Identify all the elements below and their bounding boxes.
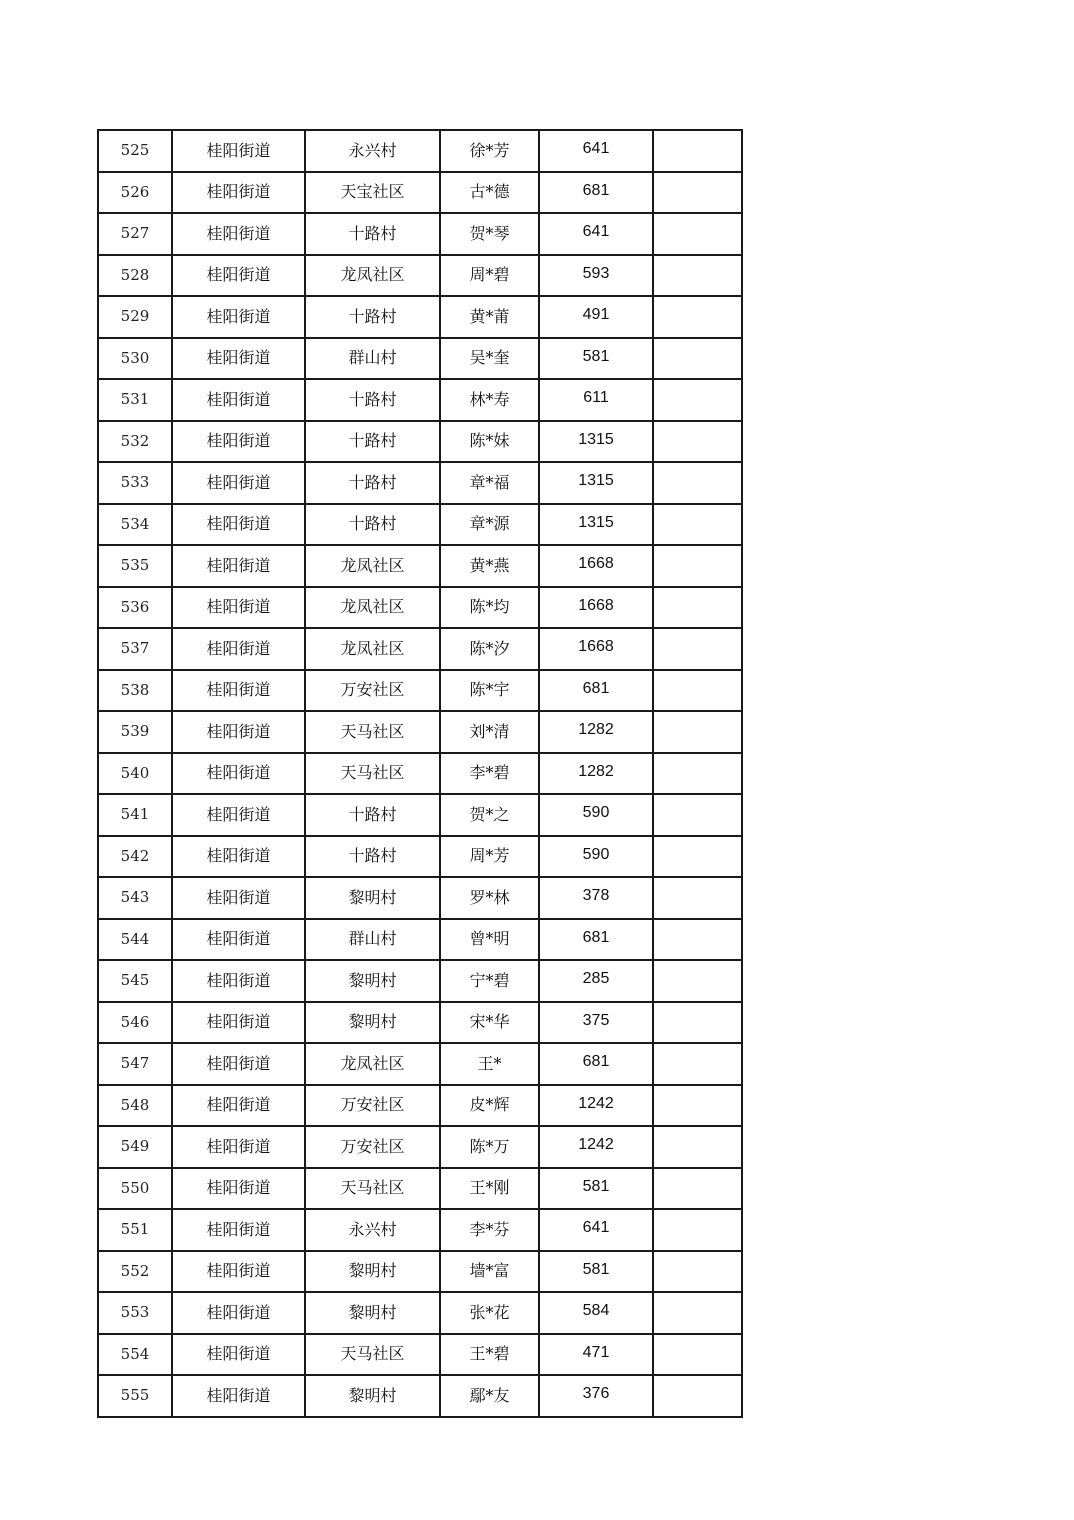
village-cell: 天马社区 [305,711,440,753]
name-cell: 黄*燕 [440,545,539,587]
street-cell: 桂阳街道 [172,794,305,836]
row-number-cell: 532 [98,421,172,463]
note-cell [653,172,742,214]
name-cell: 宋*华 [440,1002,539,1044]
village-cell: 群山村 [305,919,440,961]
table-row [98,379,742,421]
street-cell: 桂阳街道 [172,877,305,919]
row-number-cell: 537 [98,628,172,670]
amount-cell: 584 [539,1292,653,1334]
village-cell: 天马社区 [305,753,440,795]
amount-cell: 378 [539,877,653,919]
row-number-cell: 549 [98,1126,172,1168]
street-cell: 桂阳街道 [172,172,305,214]
table-row [98,338,742,380]
street-cell: 桂阳街道 [172,1002,305,1044]
note-cell [653,1334,742,1376]
name-cell: 贺*之 [440,794,539,836]
note-cell [653,545,742,587]
village-cell: 黎明村 [305,1375,440,1417]
note-cell [653,338,742,380]
table-row [98,421,742,463]
table-row [98,670,742,712]
street-cell: 桂阳街道 [172,1168,305,1210]
table-row [98,836,742,878]
note-cell [653,213,742,255]
street-cell: 桂阳街道 [172,711,305,753]
amount-cell: 1668 [539,545,653,587]
amount-cell: 581 [539,338,653,380]
note-cell [653,504,742,546]
note-cell [653,296,742,338]
name-cell: 罗*林 [440,877,539,919]
village-cell: 永兴村 [305,130,440,172]
street-cell: 桂阳街道 [172,919,305,961]
street-cell: 桂阳街道 [172,836,305,878]
name-cell: 王*刚 [440,1168,539,1210]
row-number-cell: 551 [98,1209,172,1251]
table-row [98,960,742,1002]
table-row [98,504,742,546]
name-cell: 张*花 [440,1292,539,1334]
note-cell [653,670,742,712]
note-cell [653,1251,742,1293]
village-cell: 十路村 [305,462,440,504]
amount-cell: 1315 [539,462,653,504]
row-number-cell: 529 [98,296,172,338]
row-number-cell: 528 [98,255,172,297]
table-row [98,1251,742,1293]
street-cell: 桂阳街道 [172,213,305,255]
name-cell: 黄*莆 [440,296,539,338]
street-cell: 桂阳街道 [172,130,305,172]
note-cell [653,1126,742,1168]
row-number-cell: 541 [98,794,172,836]
name-cell: 陈*均 [440,587,539,629]
village-cell: 万安社区 [305,1085,440,1127]
name-cell: 古*德 [440,172,539,214]
amount-cell: 681 [539,919,653,961]
street-cell: 桂阳街道 [172,1334,305,1376]
note-cell [653,1209,742,1251]
row-number-cell: 538 [98,670,172,712]
table-row [98,255,742,297]
amount-cell: 681 [539,1043,653,1085]
row-number-cell: 553 [98,1292,172,1334]
data-table [97,129,743,1418]
row-number-cell: 545 [98,960,172,1002]
name-cell: 皮*辉 [440,1085,539,1127]
street-cell: 桂阳街道 [172,545,305,587]
street-cell: 桂阳街道 [172,504,305,546]
row-number-cell: 554 [98,1334,172,1376]
table-row [98,711,742,753]
note-cell [653,877,742,919]
amount-cell: 611 [539,379,653,421]
name-cell: 刘*清 [440,711,539,753]
table-row [98,794,742,836]
row-number-cell: 526 [98,172,172,214]
village-cell: 十路村 [305,836,440,878]
amount-cell: 285 [539,960,653,1002]
street-cell: 桂阳街道 [172,379,305,421]
amount-cell: 471 [539,1334,653,1376]
village-cell: 龙凤社区 [305,628,440,670]
table-row [98,877,742,919]
street-cell: 桂阳街道 [172,1251,305,1293]
note-cell [653,587,742,629]
note-cell [653,794,742,836]
amount-cell: 375 [539,1002,653,1044]
table-row [98,919,742,961]
street-cell: 桂阳街道 [172,296,305,338]
village-cell: 十路村 [305,421,440,463]
name-cell: 陈*万 [440,1126,539,1168]
street-cell: 桂阳街道 [172,338,305,380]
table-row [98,1002,742,1044]
row-number-cell: 555 [98,1375,172,1417]
row-number-cell: 546 [98,1002,172,1044]
row-number-cell: 542 [98,836,172,878]
table-row [98,1292,742,1334]
note-cell [653,462,742,504]
table-row [98,1043,742,1085]
name-cell: 王*碧 [440,1334,539,1376]
note-cell [653,421,742,463]
village-cell: 万安社区 [305,670,440,712]
name-cell: 徐*芳 [440,130,539,172]
row-number-cell: 527 [98,213,172,255]
name-cell: 章*源 [440,504,539,546]
table-row [98,753,742,795]
name-cell: 吴*奎 [440,338,539,380]
row-number-cell: 535 [98,545,172,587]
street-cell: 桂阳街道 [172,670,305,712]
table-row [98,213,742,255]
note-cell [653,1292,742,1334]
name-cell: 周*碧 [440,255,539,297]
name-cell: 鄢*友 [440,1375,539,1417]
name-cell: 曾*明 [440,919,539,961]
name-cell: 章*福 [440,462,539,504]
name-cell: 陈*妹 [440,421,539,463]
row-number-cell: 552 [98,1251,172,1293]
row-number-cell: 547 [98,1043,172,1085]
amount-cell: 1242 [539,1126,653,1168]
name-cell: 陈*汐 [440,628,539,670]
row-number-cell: 539 [98,711,172,753]
note-cell [653,753,742,795]
note-cell [653,836,742,878]
table-row [98,587,742,629]
amount-cell: 491 [539,296,653,338]
village-cell: 十路村 [305,504,440,546]
street-cell: 桂阳街道 [172,1043,305,1085]
amount-cell: 593 [539,255,653,297]
note-cell [653,711,742,753]
street-cell: 桂阳街道 [172,587,305,629]
street-cell: 桂阳街道 [172,421,305,463]
amount-cell: 581 [539,1168,653,1210]
name-cell: 贺*琴 [440,213,539,255]
note-cell [653,130,742,172]
table-row [98,1209,742,1251]
amount-cell: 641 [539,130,653,172]
table-row [98,1085,742,1127]
village-cell: 龙凤社区 [305,255,440,297]
amount-cell: 1315 [539,504,653,546]
note-cell [653,960,742,1002]
note-cell [653,255,742,297]
note-cell [653,1168,742,1210]
amount-cell: 641 [539,213,653,255]
row-number-cell: 543 [98,877,172,919]
table-row [98,296,742,338]
name-cell: 墙*富 [440,1251,539,1293]
name-cell: 李*芬 [440,1209,539,1251]
table-row [98,628,742,670]
table-row [98,1168,742,1210]
village-cell: 十路村 [305,379,440,421]
name-cell: 林*寿 [440,379,539,421]
amount-cell: 590 [539,836,653,878]
row-number-cell: 531 [98,379,172,421]
table-row [98,1334,742,1376]
village-cell: 天宝社区 [305,172,440,214]
village-cell: 万安社区 [305,1126,440,1168]
note-cell [653,628,742,670]
street-cell: 桂阳街道 [172,960,305,1002]
amount-cell: 1242 [539,1085,653,1127]
village-cell: 黎明村 [305,877,440,919]
name-cell: 周*芳 [440,836,539,878]
amount-cell: 641 [539,1209,653,1251]
amount-cell: 1282 [539,753,653,795]
village-cell: 龙凤社区 [305,587,440,629]
street-cell: 桂阳街道 [172,1375,305,1417]
amount-cell: 1282 [539,711,653,753]
village-cell: 黎明村 [305,1292,440,1334]
amount-cell: 581 [539,1251,653,1293]
village-cell: 天马社区 [305,1334,440,1376]
table-body [98,130,742,1417]
table-row [98,130,742,172]
village-cell: 黎明村 [305,1251,440,1293]
row-number-cell: 548 [98,1085,172,1127]
table-row [98,1375,742,1417]
village-cell: 黎明村 [305,1002,440,1044]
amount-cell: 1668 [539,587,653,629]
row-number-cell: 534 [98,504,172,546]
row-number-cell: 540 [98,753,172,795]
row-number-cell: 533 [98,462,172,504]
street-cell: 桂阳街道 [172,462,305,504]
row-number-cell: 530 [98,338,172,380]
row-number-cell: 536 [98,587,172,629]
note-cell [653,1085,742,1127]
row-number-cell: 550 [98,1168,172,1210]
name-cell: 李*碧 [440,753,539,795]
street-cell: 桂阳街道 [172,753,305,795]
amount-cell: 376 [539,1375,653,1417]
village-cell: 十路村 [305,794,440,836]
note-cell [653,1375,742,1417]
name-cell: 陈*宇 [440,670,539,712]
village-cell: 永兴村 [305,1209,440,1251]
name-cell: 王* [440,1043,539,1085]
table-row [98,172,742,214]
village-cell: 龙凤社区 [305,1043,440,1085]
village-cell: 天马社区 [305,1168,440,1210]
table-row [98,1126,742,1168]
street-cell: 桂阳街道 [172,1209,305,1251]
amount-cell: 1315 [539,421,653,463]
village-cell: 十路村 [305,213,440,255]
amount-cell: 681 [539,172,653,214]
village-cell: 十路村 [305,296,440,338]
note-cell [653,1043,742,1085]
village-cell: 群山村 [305,338,440,380]
row-number-cell: 525 [98,130,172,172]
name-cell: 宁*碧 [440,960,539,1002]
table-row [98,462,742,504]
note-cell [653,919,742,961]
street-cell: 桂阳街道 [172,1292,305,1334]
amount-cell: 590 [539,794,653,836]
row-number-cell: 544 [98,919,172,961]
amount-cell: 1668 [539,628,653,670]
street-cell: 桂阳街道 [172,255,305,297]
street-cell: 桂阳街道 [172,1085,305,1127]
note-cell [653,1002,742,1044]
village-cell: 黎明村 [305,960,440,1002]
street-cell: 桂阳街道 [172,628,305,670]
table-row [98,545,742,587]
note-cell [653,379,742,421]
street-cell: 桂阳街道 [172,1126,305,1168]
amount-cell: 681 [539,670,653,712]
village-cell: 龙凤社区 [305,545,440,587]
